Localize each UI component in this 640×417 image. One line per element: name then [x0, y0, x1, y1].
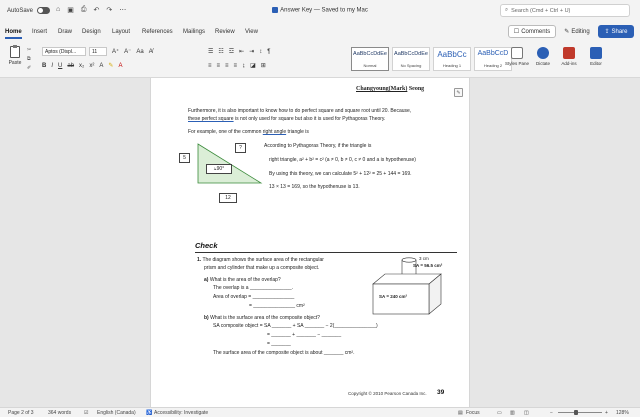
- show-marks-icon[interactable]: ¶: [267, 48, 271, 55]
- styles-pane-icon: [511, 47, 523, 59]
- clipboard-tools: [27, 46, 35, 73]
- page-footer-number: 39: [437, 389, 445, 396]
- microphone-icon: [537, 47, 549, 59]
- question-b-line-4: The surface area of the composite object is about _______ cm².: [213, 350, 355, 356]
- zoom-slider[interactable]: [558, 412, 602, 413]
- document-canvas[interactable]: [0, 78, 640, 407]
- question-b-line-3: = _______: [267, 341, 291, 347]
- ribbon-toolbar: [0, 42, 640, 78]
- clipboard-icon: [10, 46, 20, 58]
- document-page[interactable]: [150, 78, 470, 407]
- tab-draw[interactable]: Draw: [58, 29, 73, 35]
- figure-prism-sa: SA = 240 cm²: [379, 294, 407, 299]
- search-icon: ⌕: [505, 7, 509, 13]
- link-perfect-square[interactable]: these perfect square: [188, 116, 234, 122]
- angle-label[interactable]: ⦣90°: [206, 164, 232, 174]
- document-title[interactable]: Answer Key — Saved to my Mac: [0, 7, 640, 14]
- question-a-line-1: The overlap is a _______________.: [213, 285, 294, 291]
- status-language[interactable]: English (Canada): [97, 410, 136, 416]
- autosave-label: AutoSave: [7, 7, 34, 14]
- italic-icon[interactable]: I: [51, 62, 54, 69]
- question-b-line-2: = _______ + _______ − _______: [267, 332, 342, 338]
- question-1-line-2: prism and cylinder that make up a composite object.: [204, 265, 320, 271]
- bold-icon[interactable]: B: [42, 62, 47, 69]
- paragraph-1-line-1: Furthermore, it is also important to know how to do perfect square and square root until 20. Because,: [188, 108, 412, 114]
- numbering-icon[interactable]: ☷: [218, 49, 224, 55]
- status-focus[interactable]: Focus: [466, 410, 480, 416]
- underline-icon[interactable]: U: [58, 62, 63, 69]
- share-icon: ⇪: [604, 29, 610, 35]
- accessibility-icon: ♿: [146, 410, 153, 416]
- dictate-button[interactable]: Dictate: [531, 47, 555, 66]
- sort-icon[interactable]: ↕: [259, 48, 263, 55]
- highlight-icon[interactable]: ✎: [108, 63, 114, 69]
- home-icon[interactable]: ⌂: [56, 6, 61, 13]
- web-layout-icon[interactable]: ◫: [524, 410, 529, 416]
- theory-line-1: According to Pythagoras Theory, if the triangle is: [264, 143, 372, 149]
- status-zoom[interactable]: 128%: [616, 410, 629, 416]
- paragraph-1-line-2: these perfect square is not only used for square but also it is used for Pythagoras Theory.: [188, 116, 386, 122]
- question-b-line-1: SA composite object = SA _______ + SA _______ − 2(_______________): [213, 323, 378, 329]
- search-placeholder: Search (Cmd + Ctrl + U): [511, 7, 571, 14]
- side-label-unknown[interactable]: ?: [235, 143, 246, 153]
- figure-cylinder-sa: SA = 56.5 cm²: [413, 263, 443, 268]
- question-1: 1. The diagram shows the surface area of the rectangular: [197, 257, 324, 263]
- style-normal[interactable]: AaBbCcDdEe Normal: [351, 47, 389, 71]
- tab-mailings[interactable]: Mailings: [183, 29, 206, 35]
- font-format-tools: [42, 61, 122, 70]
- figure-cylinder-dimension: 3 cm: [419, 256, 429, 261]
- print-icon[interactable]: ⎙: [80, 6, 87, 13]
- print-layout-icon[interactable]: ▥: [510, 410, 515, 416]
- header-author: Changyoung(Mark) Seong: [356, 86, 425, 92]
- styles-gallery: [351, 47, 512, 71]
- font-color-icon[interactable]: A: [118, 62, 123, 69]
- question-a-line-2: Area of overlap = _______________: [213, 294, 295, 300]
- multilevel-list-icon[interactable]: ☲: [228, 49, 235, 55]
- word-doc-icon: [272, 7, 278, 13]
- font-name-select[interactable]: Aptos (Displ...: [42, 47, 86, 56]
- check-heading: Check: [195, 241, 218, 250]
- font-size-tools: [112, 47, 153, 56]
- format-painter-icon[interactable]: ✐: [27, 65, 32, 71]
- text-effects-icon[interactable]: A: [99, 62, 104, 69]
- link-right-angle[interactable]: right angle: [262, 129, 287, 135]
- style-no-spacing[interactable]: AaBbCcDdEe No Spacing: [392, 47, 430, 71]
- tab-references[interactable]: References: [142, 29, 173, 35]
- focus-icon: ▤: [458, 410, 463, 416]
- paragraph-2: For example, one of the common right angle triangle is: [188, 129, 309, 135]
- editing-button[interactable]: ✎ Editing: [564, 28, 590, 35]
- superscript-icon[interactable]: x²: [89, 62, 95, 69]
- question-a-line-3: = _______________ cm²: [249, 303, 305, 309]
- tab-insert[interactable]: Insert: [32, 29, 48, 35]
- status-accessibility[interactable]: Accessibility: Investigate: [154, 410, 209, 416]
- tab-review[interactable]: Review: [215, 29, 235, 35]
- bullets-icon[interactable]: ☰: [208, 49, 214, 55]
- side-label-5[interactable]: 5: [179, 153, 190, 163]
- zoom-slider-thumb[interactable]: [574, 410, 578, 415]
- question-a: a) What is the area of the overlap?: [204, 277, 281, 283]
- change-case-icon[interactable]: Aa: [136, 48, 144, 55]
- side-label-12[interactable]: 12: [219, 193, 237, 203]
- grow-font-icon[interactable]: A⁺: [112, 49, 120, 55]
- share-button[interactable]: ⇪ Share: [598, 25, 634, 38]
- align-left-icon[interactable]: ≡: [208, 62, 212, 69]
- subscript-icon[interactable]: x₂: [79, 62, 85, 69]
- cut-icon[interactable]: ✂: [27, 47, 32, 53]
- status-word-count[interactable]: 364 words: [48, 410, 72, 416]
- question-b: b) What is the surface area of the composite object?: [204, 315, 320, 321]
- status-page[interactable]: Page 2 of 3: [8, 410, 34, 416]
- tab-home[interactable]: Home: [5, 29, 22, 35]
- comment-icon: ☐: [513, 29, 520, 35]
- clear-format-icon[interactable]: A̸: [148, 48, 153, 55]
- theory-line-3: By using this theory, we can calculate 5² + 12² = 25 + 144 = 169.: [269, 171, 412, 177]
- editor-icon: [590, 47, 602, 59]
- borders-icon[interactable]: ⊞: [260, 63, 266, 69]
- addins-button[interactable]: Add-ins: [557, 47, 581, 66]
- pencil-icon: ✎: [564, 29, 570, 35]
- paste-button[interactable]: Paste: [6, 46, 24, 66]
- redo-icon[interactable]: ↷: [106, 7, 113, 14]
- paragraph-tools-bottom: [208, 61, 266, 70]
- styles-pane-button[interactable]: Styles Pane: [505, 47, 529, 66]
- comments-button[interactable]: ☐ Comments: [508, 25, 556, 38]
- page-footer-copyright: Copyright © 2010 Pearson Canada Inc.: [348, 391, 427, 396]
- align-center-icon[interactable]: ≡: [216, 62, 221, 69]
- shading-icon[interactable]: ◪: [250, 63, 256, 69]
- check-divider: [195, 252, 457, 253]
- save-icon[interactable]: ▣: [67, 7, 74, 14]
- shrink-font-icon[interactable]: A⁻: [124, 49, 132, 55]
- style-heading-1[interactable]: AaBbCc Heading 1: [433, 47, 471, 71]
- proofing-icon[interactable]: ☑: [84, 410, 89, 416]
- editor-button[interactable]: Editor: [584, 47, 608, 66]
- addins-icon: [563, 47, 575, 59]
- theory-line-2: right triangle, a² + b² = c² (a ≠ 0, b ≠ 0, c ≠ 0 and a is hypothenuse): [269, 157, 416, 163]
- increase-indent-icon[interactable]: ⇥: [249, 49, 255, 55]
- paragraph-tools-top: [208, 47, 270, 56]
- title-bar: [0, 0, 640, 22]
- justify-icon[interactable]: ≡: [233, 62, 238, 69]
- strikethrough-icon[interactable]: ab: [67, 62, 75, 69]
- font-size-select[interactable]: 11: [89, 47, 107, 56]
- tab-layout[interactable]: Layout: [112, 29, 131, 35]
- zoom-in-icon[interactable]: +: [605, 410, 608, 416]
- zoom-out-icon[interactable]: −: [550, 410, 553, 416]
- view-icon[interactable]: ▭: [497, 410, 502, 416]
- align-right-icon[interactable]: ≡: [225, 62, 229, 69]
- search-input[interactable]: [500, 4, 630, 17]
- more-icon[interactable]: ⋯: [119, 7, 127, 14]
- status-bar: [0, 407, 640, 417]
- theory-line-4: 13 × 13 = 169, so the hypothenuse is 13.: [269, 184, 360, 190]
- tab-design[interactable]: Design: [82, 29, 101, 35]
- decrease-indent-icon[interactable]: ⇤: [239, 49, 245, 55]
- copy-icon[interactable]: ⧉: [27, 56, 31, 62]
- undo-icon[interactable]: ↶: [93, 7, 100, 14]
- style-heading-2[interactable]: AaBbCcD Heading 2: [474, 47, 512, 71]
- header-widget-icon[interactable]: ✎: [454, 88, 463, 97]
- line-spacing-icon[interactable]: ↨: [242, 62, 246, 69]
- tab-view[interactable]: View: [245, 29, 258, 35]
